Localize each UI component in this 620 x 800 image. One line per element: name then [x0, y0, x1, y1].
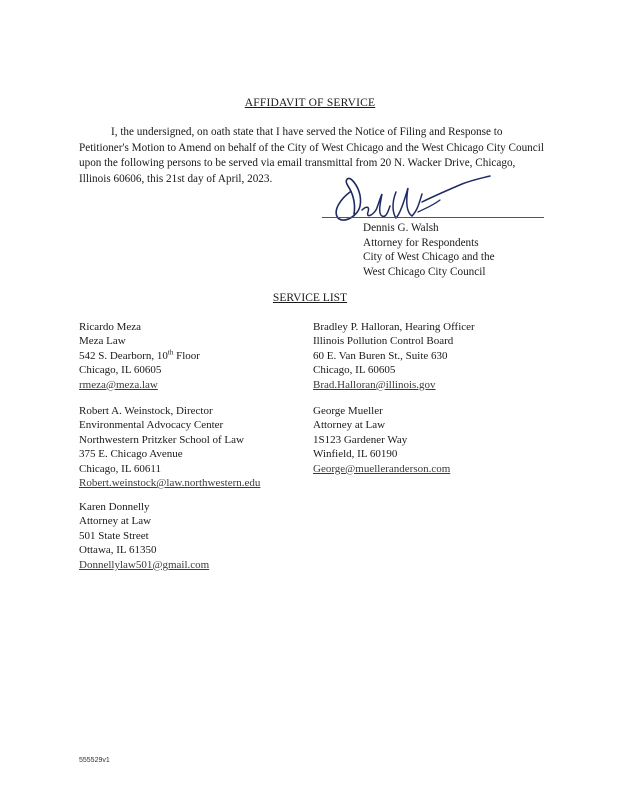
service-contact-halloran	[313, 320, 475, 392]
service-contact-donnelly	[79, 500, 209, 572]
signer-client-2: West Chicago City Council	[363, 265, 486, 278]
contact-email-link[interactable]: Robert.weinstock@law.northwestern.edu	[79, 477, 261, 490]
contact-address: 501 State Street	[79, 529, 149, 542]
signer-title: Attorney for Respondents	[363, 236, 479, 249]
service-contact-weinstock	[79, 404, 260, 490]
signer-block	[363, 221, 495, 279]
contact-email-link[interactable]: Brad.Halloran@illinois.gov	[313, 378, 436, 391]
contact-address: 1S123 Gardener Way	[313, 433, 408, 446]
contact-name: Karen Donnelly	[79, 501, 150, 513]
contact-name: Bradley P. Halloran, Hearing Officer	[313, 321, 475, 333]
service-list-title: SERVICE LIST	[272, 292, 348, 304]
contact-email-link[interactable]: George@muelleranderson.com	[313, 462, 451, 475]
contact-city: Chicago, IL 60605	[313, 364, 396, 377]
contact-email-link[interactable]: rmeza@meza.law	[79, 378, 158, 391]
contact-title: Attorney at Law	[79, 515, 152, 528]
affidavit-title: AFFIDAVIT OF SERVICE	[244, 97, 376, 109]
contact-address: 60 E. Van Buren St., Suite 630	[313, 349, 448, 362]
contact-name: Ricardo Meza	[79, 321, 141, 333]
contact-city: Chicago, IL 60605	[79, 364, 162, 377]
service-contact-meza	[79, 320, 200, 392]
document-code: 555529v1	[79, 757, 110, 764]
contact-organization: Illinois Pollution Control Board	[313, 335, 454, 348]
contact-city: Chicago, IL 60611	[79, 462, 161, 475]
service-contact-mueller	[313, 404, 450, 476]
contact-title: Attorney at Law	[313, 419, 386, 432]
signer-client-1: City of West Chicago and the	[363, 251, 495, 264]
contact-name: George Mueller	[313, 405, 383, 417]
signature-line	[322, 217, 544, 218]
contact-firm: Meza Law	[79, 335, 126, 348]
contact-email-link[interactable]: Donnellylaw501@gmail.com	[79, 558, 210, 571]
signer-name: Dennis G. Walsh	[363, 222, 439, 234]
contact-organization: Environmental Advocacy Center	[79, 419, 224, 432]
contact-school: Northwestern Pritzker School of Law	[79, 433, 244, 446]
contact-city: Winfield, IL 60190	[313, 448, 398, 461]
contact-city: Ottawa, IL 61350	[79, 544, 157, 557]
contact-address: 542 S. Dearborn, 10th Floor	[79, 348, 200, 362]
contact-name: Robert A. Weinstock, Director	[79, 405, 213, 417]
statement-text: I, the undersigned, on oath state that I have served the Notice of Filing and Response to Petitioner's Motion to Amend on behalf of the City of West Chicago and the West Chicago City Council upon the following persons to be served via email transmittal from 20 N. Wacker Drive, Chicago, Illinois 60606, this 21st day of April, 2023.	[79, 126, 544, 185]
contact-address: 375 E. Chicago Avenue	[79, 448, 183, 461]
